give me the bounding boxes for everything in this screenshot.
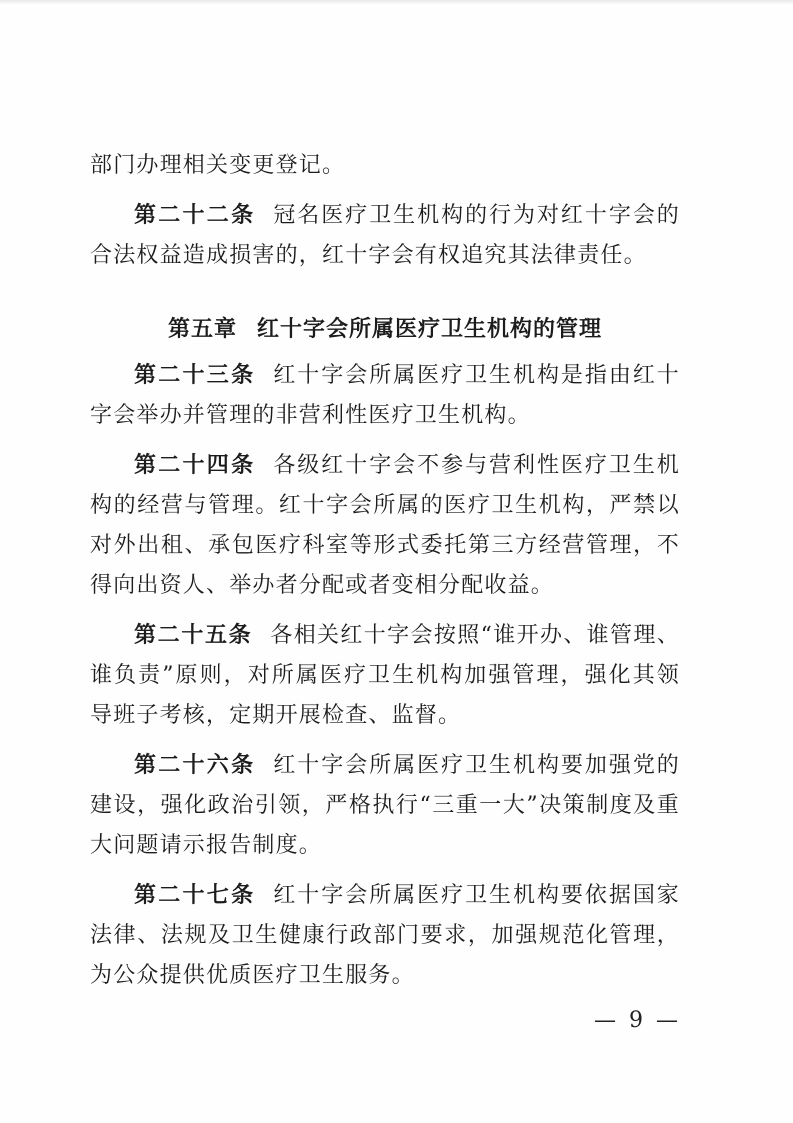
article-25 (90, 616, 680, 736)
document-body (90, 146, 680, 1006)
page-number: — 9 — (594, 1008, 681, 1033)
chapter-title: 红十字会所属医疗卫生机构的管理 (257, 317, 603, 342)
page-top-edge (0, 0, 793, 5)
article-26 (90, 746, 680, 866)
chapter-heading (90, 310, 680, 350)
article-24 (90, 446, 680, 606)
paragraph-continuation (90, 146, 680, 186)
article-label: 第二十七条 (134, 883, 256, 908)
article-23 (90, 356, 680, 436)
article-label: 第二十五条 (134, 623, 253, 648)
article-label: 第二十四条 (134, 453, 256, 478)
article-text: 红十字会所属医疗卫生机构要依据国家法律、法规及卫生健康行政部门要求，加强规范化管理，为公众提供优质医疗卫生服务。 (90, 883, 680, 988)
article-text: 各相关红十字会按照“谁开办、谁管理、谁负责”原则，对所属医疗卫生机构加强管理，强化其领导班子考核，定期开展检查、监督。 (90, 623, 680, 728)
article-text: 红十字会所属医疗卫生机构要加强党的建设，强化政治引领，严格执行“三重一大”决策制度及重大问题请示报告制度。 (90, 753, 680, 858)
article-text: 各级红十字会不参与营利性医疗卫生机构的经营与管理。红十字会所属的医疗卫生机构，严禁以对外出租、承包医疗科室等形式委托第三方经营管理，不得向出资人、举办者分配或者变相分配收益。 (90, 453, 680, 598)
article-label: 第二十二条 (134, 203, 256, 228)
article-22 (90, 196, 680, 276)
article-label: 第二十六条 (134, 753, 256, 778)
article-label: 第二十三条 (134, 363, 256, 388)
article-text: 冠名医疗卫生机构的行为对红十字会的合法权益造成损害的，红十字会有权追究其法律责任。 (90, 203, 680, 268)
paragraph-text: 部门办理相关变更登记。 (90, 153, 346, 178)
chapter-number: 第五章 (167, 317, 237, 342)
article-text: 红十字会所属医疗卫生机构是指由红十字会举办并管理的非营利性医疗卫生机构。 (90, 363, 680, 428)
article-27 (90, 876, 680, 996)
